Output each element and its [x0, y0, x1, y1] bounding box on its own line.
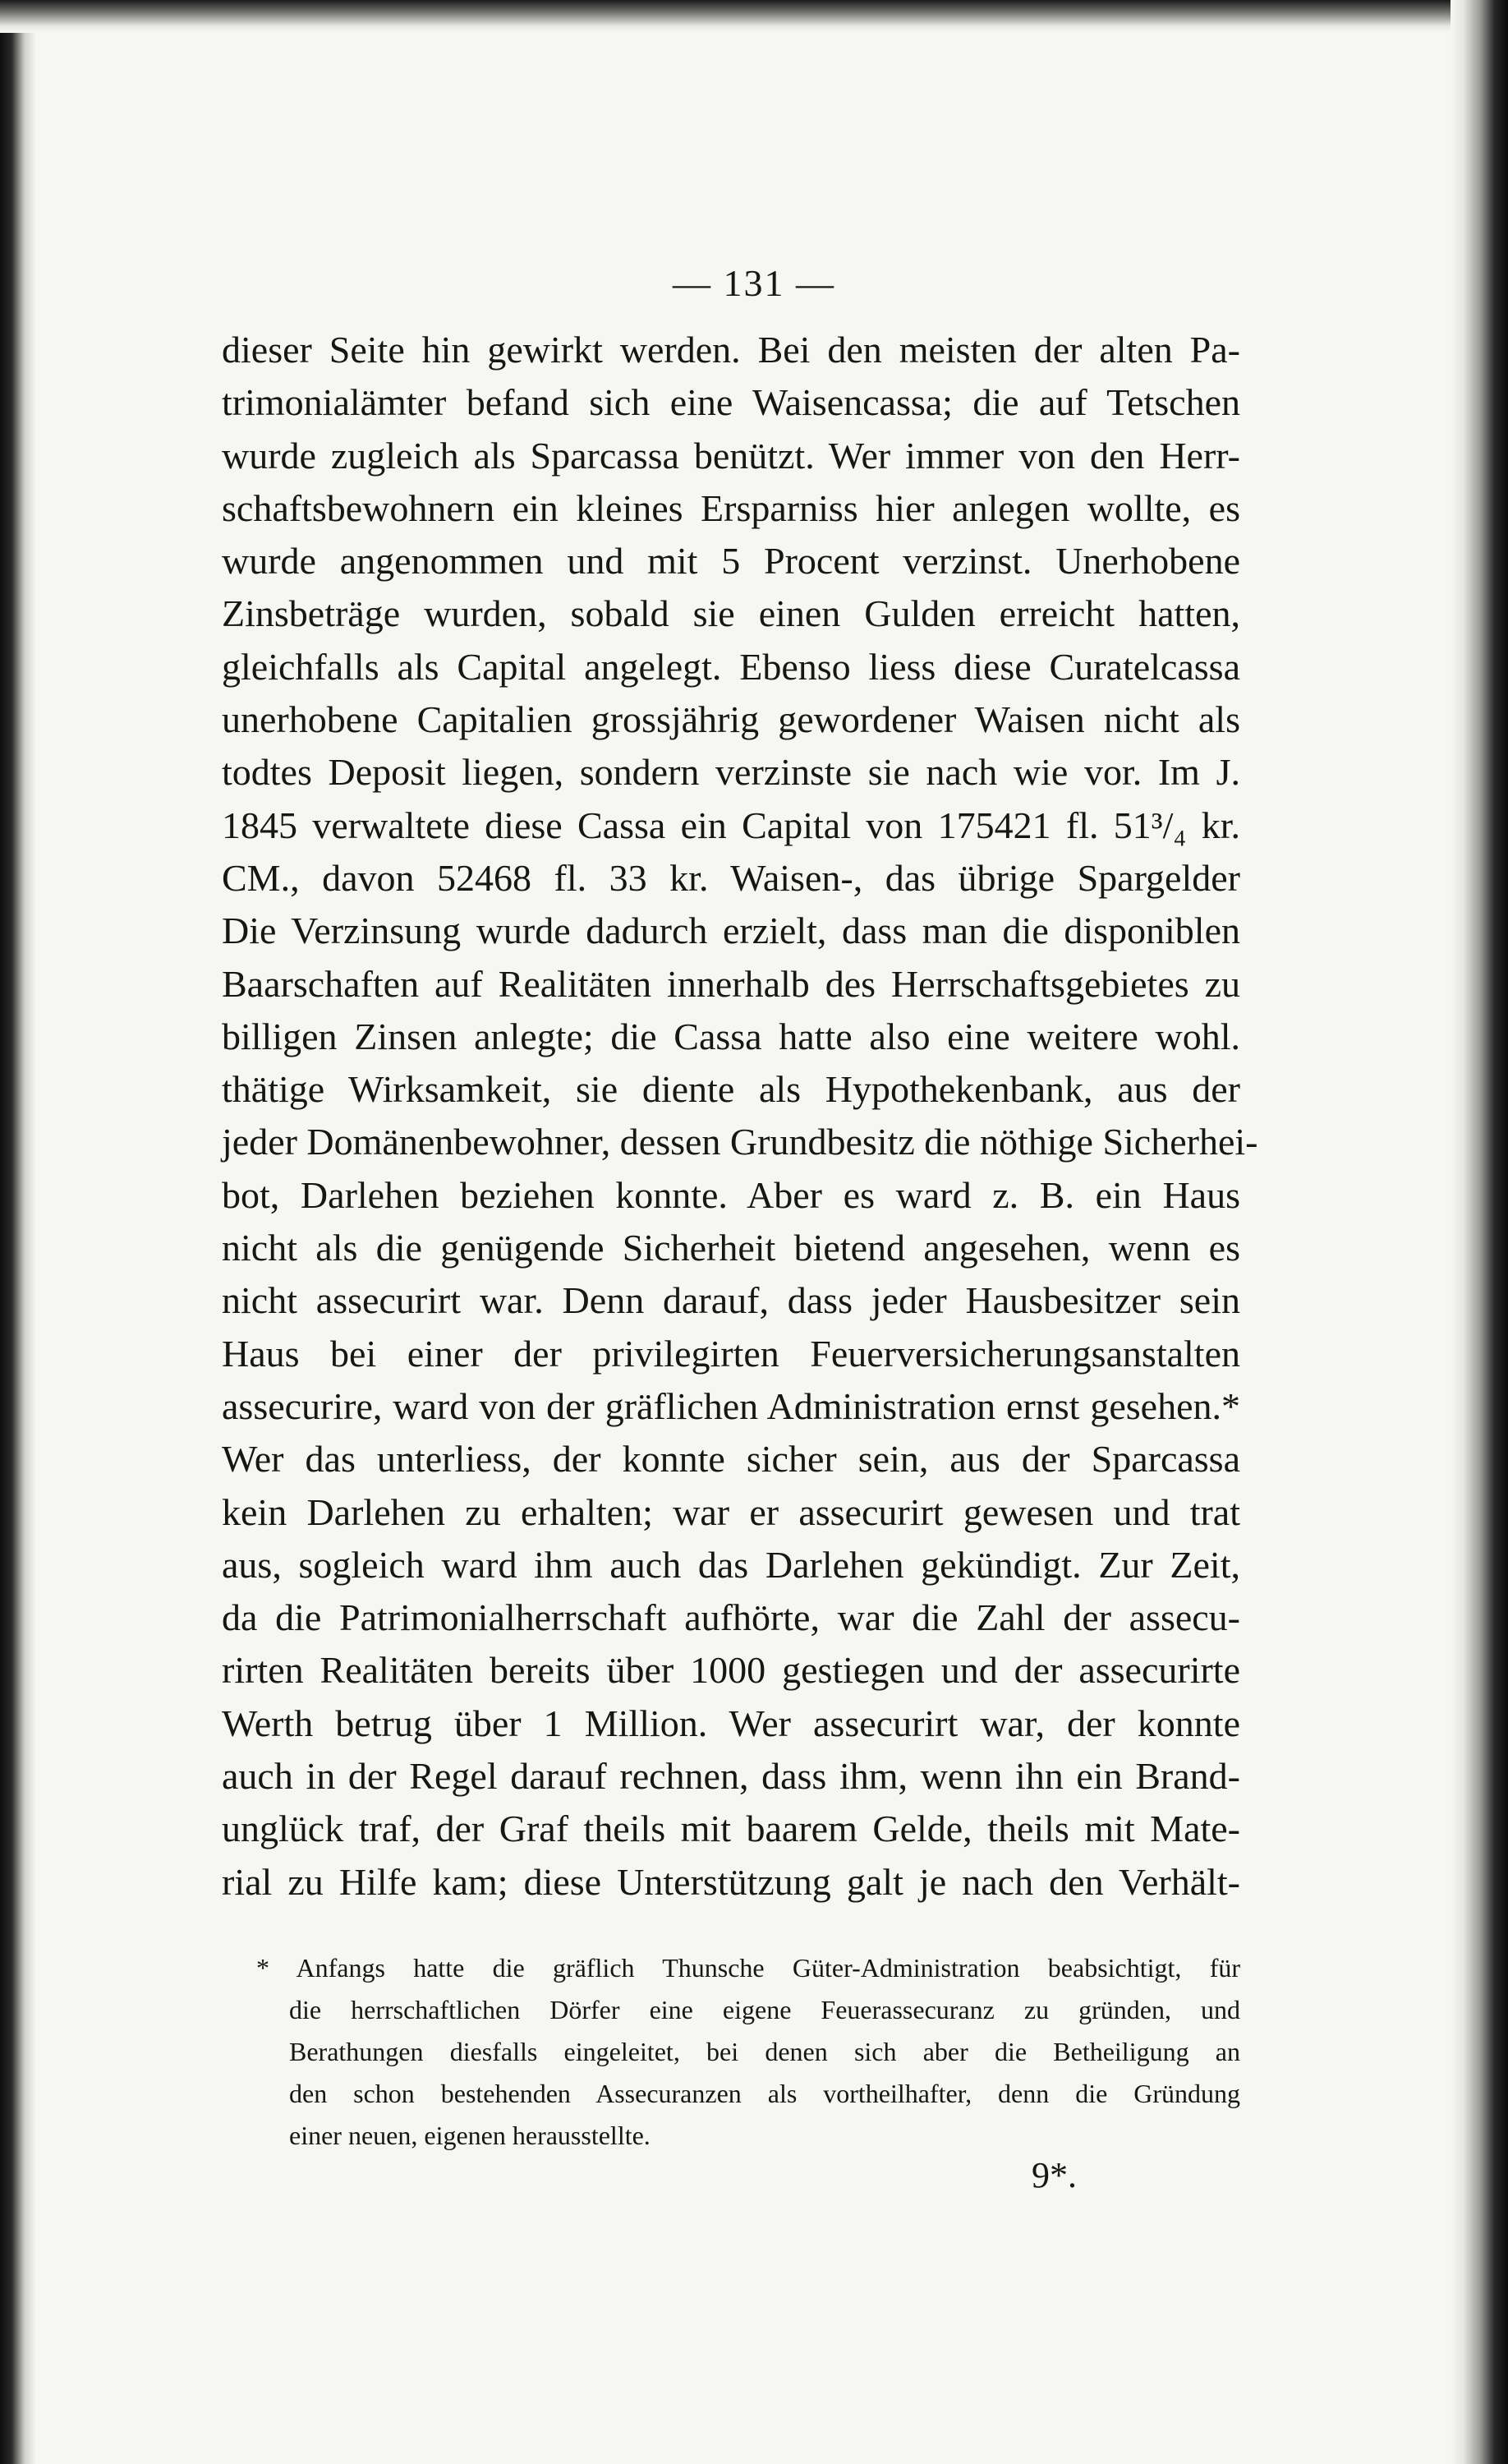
- footnote-line: einer neuen, eigenen herausstellte.: [289, 2121, 651, 2150]
- footnote-line: * Anfangs hatte die gräflich Thunsche Güter-Administration beabsichtigt, für: [256, 1953, 1240, 1983]
- body-line: unglück traf, der Graf theils mit baarem Gelde, theils mit Mate-: [222, 1808, 1240, 1850]
- body-line: kein Darlehen zu erhalten; war er assecurirt gewesen und trat: [222, 1490, 1240, 1533]
- body-line: schaftsbewohnern ein kleines Ersparniss hier anlegen wollte, es: [222, 486, 1240, 529]
- body-line: Baarschaften auf Realitäten innerhalb des Herrschaftsgebietes zu: [222, 962, 1240, 1005]
- body-line: trimonialämter befand sich eine Waisencassa; die auf Tetschen: [222, 381, 1240, 424]
- scan-top-edge: [0, 0, 1508, 33]
- body-line: Zinsbeträge wurden, sobald sie einen Gulden erreicht hatten,: [222, 592, 1240, 635]
- body-line: nicht als die genügende Sicherheit bietend angesehen, wenn es: [222, 1227, 1240, 1269]
- body-line: rial zu Hilfe kam; diese Unterstützung galt je nach den Verhält-: [222, 1860, 1240, 1903]
- scan-right-edge: [1451, 0, 1508, 2464]
- scan-left-edge: [0, 0, 36, 2464]
- body-line: Haus bei einer der privilegirten Feuerversicherungsanstalten: [222, 1332, 1240, 1375]
- body-line: aus, sogleich ward ihm auch das Darlehen gekündigt. Zur Zeit,: [222, 1543, 1240, 1586]
- body-line: gleichfalls als Capital angelegt. Ebenso liess diese Curatelcassa: [222, 645, 1240, 688]
- body-line: bot, Darlehen beziehen konnte. Aber es ward z. B. ein Haus: [222, 1173, 1240, 1216]
- body-line: wurde angenommen und mit 5 Procent verzinst. Unerhobene: [222, 540, 1240, 583]
- body-line: jeder Domänenbewohner, dessen Grundbesitz die nöthige Sicherhei-: [222, 1121, 1258, 1163]
- body-line: Wer das unterliess, der konnte sicher sein, aus der Sparcassa: [222, 1438, 1240, 1481]
- page-number: — 131 —: [673, 262, 835, 304]
- body-line: wurde zugleich als Sparcassa benützt. Wer immer von den Herr-: [222, 434, 1240, 477]
- body-line: CM., davon 52468 fl. 33 kr. Waisen-, das übrige Spargelder: [222, 856, 1240, 899]
- body-line: todtes Deposit liegen, sondern verzinste sie nach wie vor. Im J.: [222, 751, 1240, 794]
- body-line: dieser Seite hin gewirkt werden. Bei den meisten der alten Pa-: [222, 329, 1240, 371]
- body-line: Die Verzinsung wurde dadurch erzielt, dass man die disponiblen: [222, 910, 1240, 952]
- footnote-line: die herrschaftlichen Dörfer eine eigene Feuerassecuranz zu gründen, und: [289, 1995, 1240, 2024]
- signature-mark: 9*.: [1032, 2155, 1077, 2195]
- body-line: thätige Wirksamkeit, sie diente als Hypothekenbank, aus der: [222, 1068, 1240, 1111]
- body-line: rirten Realitäten bereits über 1000 gestiegen und der assecurirte: [222, 1649, 1240, 1692]
- body-line: 1845 verwaltete diese Cassa ein Capital von 175421 fl. 51³/₄ kr.: [222, 804, 1240, 846]
- body-line: billigen Zinsen anlegte; die Cassa hatte also eine weitere wohl.: [222, 1015, 1240, 1057]
- footnote-line: Berathungen diesfalls eingeleitet, bei denen sich aber die Betheiligung an: [289, 2037, 1240, 2066]
- body-line: auch in der Regel darauf rechnen, dass ihm, wenn ihn ein Brand-: [222, 1755, 1240, 1798]
- body-line: unerhobene Capitalien grossjährig gewordener Waisen nicht als: [222, 698, 1240, 741]
- body-line: da die Patrimonialherrschaft aufhörte, war die Zahl der assecu-: [222, 1596, 1240, 1639]
- body-line: nicht assecurirt war. Denn darauf, dass jeder Hausbesitzer sein: [222, 1279, 1240, 1322]
- body-line: Werth betrug über 1 Million. Wer assecurirt war, der konnte: [222, 1702, 1240, 1744]
- footnote-line: den schon bestehenden Assecuranzen als vortheilhafter, denn die Gründung: [289, 2079, 1240, 2108]
- body-line: assecurire, ward von der gräflichen Administration ernst gesehen.*: [222, 1384, 1240, 1427]
- body-text: [222, 324, 1258, 1909]
- footnote: [256, 1947, 1240, 2157]
